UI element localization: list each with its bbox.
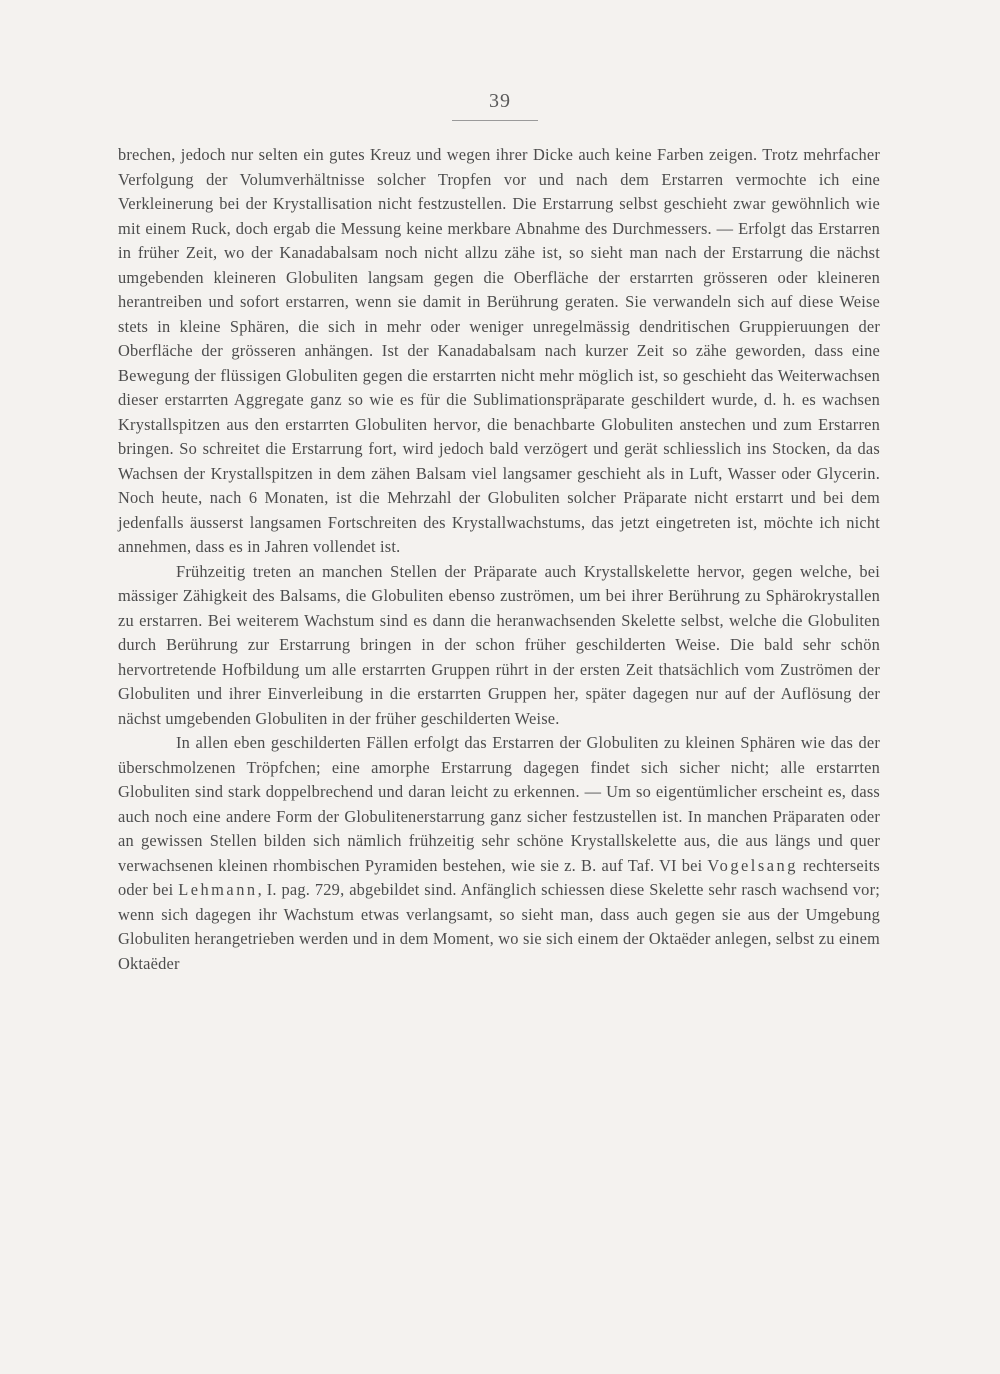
header-rule xyxy=(452,120,538,121)
body-text xyxy=(118,143,880,976)
paragraph-1: brechen, jedoch nur selten ein gutes Kreuz und wegen ihrer Dicke auch keine Farben zeigen. Trotz mehrfacher Verfolgung der Volumverhältnisse solcher Tropfen vor und nach dem Erstarren vermochte ich eine Verkleinerung bei der Krystallisation nicht festzustellen. Die Erstarrung selbst geschieht zwar gewöhnlich wie mit einem Ruck, doch ergab die Messung keine merkbare Abnahme des Durchmessers. — Erfolgt das Erstarren in früher Zeit, wo der Kanadabalsam noch nicht allzu zähe ist, so sieht man nach der Erstarrung die nächst umgebenden kleineren Globuliten langsam gegen die Oberfläche der erstarrten grösseren oder kleineren herantreiben und sofort erstarren, wenn sie damit in Berührung geraten. Sie verwandeln sich auf diese Weise stets in kleine Sphären, die sich in mehr oder weniger unregelmässig dendritischen Gruppieruungen der Oberfläche der grösseren anhängen. Ist der Kanadabalsam nach kurzer Zeit so zähe geworden, dass eine Bewegung der flüssigen Globuliten gegen die erstarrten nicht mehr möglich ist, so geschieht das Weiterwachsen dieser erstarrten Aggregate ganz so wie es für die Sublimationspräparate geschildert wurde, d. h. es wachsen Krystallspitzen aus den erstarrten Globuliten hervor, die benachbarte Globuliten anstechen und zum Erstarren bringen. So schreitet die Erstarrung fort, wird jedoch bald verzögert und gerät schliesslich ins Stocken, da das Wachsen der Krystallspitzen in dem zähen Balsam viel langsamer geschieht als in Luft, Wasser oder Glycerin. Noch heute, nach 6 Monaten, ist die Mehrzahl der Globuliten solcher Präparate nicht erstarrt und bei dem jedenfalls äusserst langsamen Fortschreiten des Krystallwachstums, das jetzt eingetreten ist, möchte ich nicht annehmen, dass es in Jahren vollendet ist. xyxy=(118,145,880,556)
paragraph-3-text-c: , I. pag. 729, abgebildet sind. Anfänglich schiessen diese Skelette sehr rasch wachsend vor; wenn sich dagegen ihr Wachstum etwas verlangsamt, so sieht man, dass auch gegen sie aus der Umgebung Globuliten herangetrieben werden und in dem Moment, wo sie sich einem der Oktaëder anlegen, selbst zu einem Oktaëder xyxy=(118,880,880,973)
paragraph-3-text-a: In allen eben geschilderten Fällen erfolgt das Erstarren der Globuliten zu kleinen Sphären wie das der überschmolzenen Tröpfchen; eine amorphe Erstarrung dagegen findet sich sicher nicht; alle erstarrten Globuliten sind stark doppelbrechend und daran leicht zu erkennen. — Um so eigentümlicher erscheint es, dass auch noch eine andere Form der Globulitenerstarrung ganz sicher festzustellen ist. In manchen Präparaten oder an gewissen Stellen bilden sich nämlich frühzeitig sehr schöne Krystallskelette aus, die aus längs und quer verwachsenen kleinen rhombischen Pyramiden bestehen, wie sie z. B. auf Taf. VI bei xyxy=(118,733,880,875)
paragraph-3 xyxy=(118,731,880,976)
paragraph-3-text-b: rechterseits oder bei xyxy=(118,855,880,899)
page-number: 39 xyxy=(489,90,511,112)
page-header xyxy=(0,90,1000,113)
paragraph-2: Frühzeitig treten an manchen Stellen der Präparate auch Krystallskelette hervor, gegen welche, bei mässiger Zähigkeit des Balsams, die Globuliten ebenso zuströmen, um bei ihrer Berührung zu Sphärokrystallen zu erstarren. Bei weiterem Wachstum sind es dann die heranwachsenden Skelette selbst, welche die Globuliten durch Berührung zur Erstarrung bringen in der schon früher geschilderten Weise. Die bald sehr schön hervortretende Hofbildung um alle erstarrten Gruppen rührt in der ersten Zeit thatsächlich vom Zuströmen der Globuliten und ihrer Einverleibung in die erstarrten Gruppen her, später dagegen nur auf der Auflösung der nächst umgebenden Globuliten in der früher geschilderten Weise. xyxy=(118,561,880,728)
author-name-lehmann: Lehmann xyxy=(178,880,258,899)
author-name-vogelsang: Vogelsang xyxy=(707,855,798,875)
